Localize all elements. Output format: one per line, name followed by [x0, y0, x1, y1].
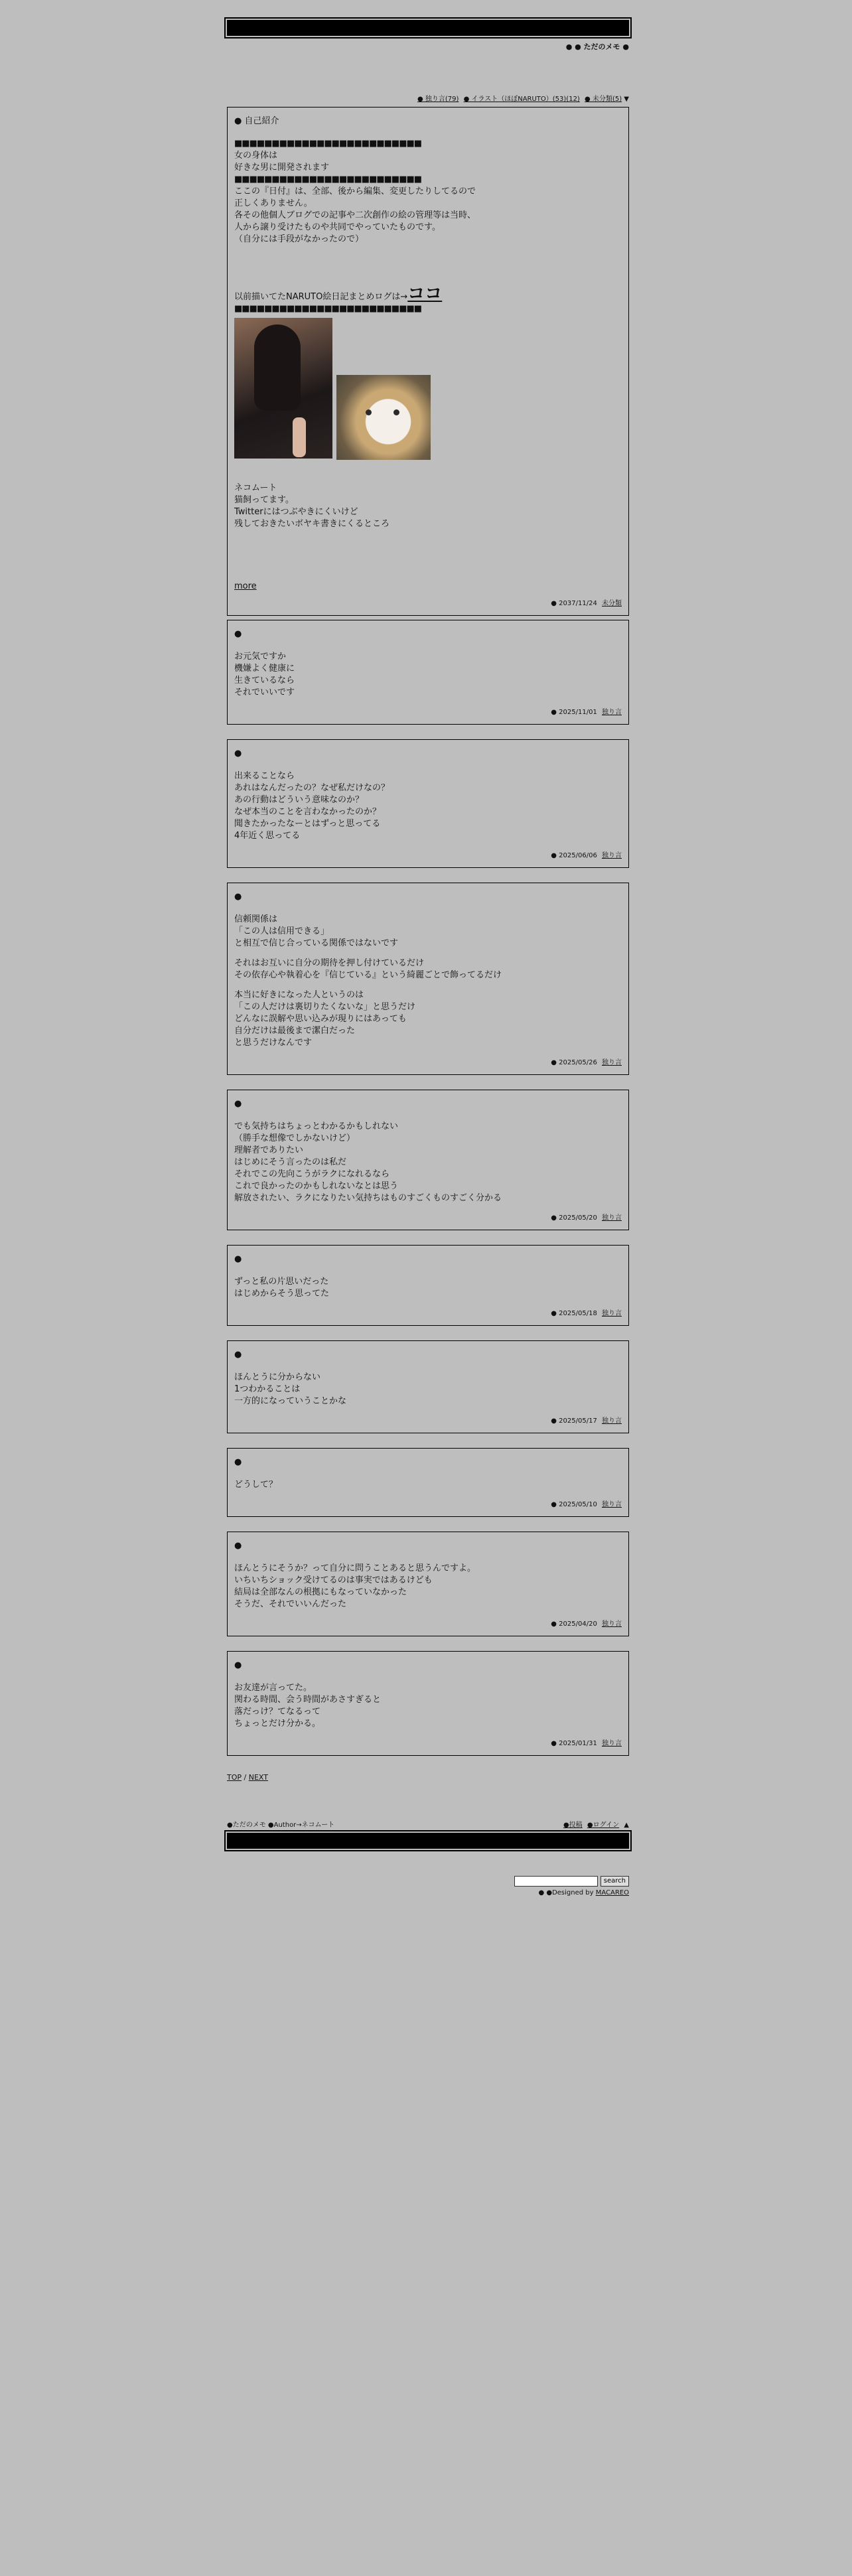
entry-date: ● 2025/11/01 — [551, 709, 597, 716]
entry-category-link[interactable]: 独り言 — [602, 1214, 622, 1222]
entry-date: ● 2025/05/26 — [551, 1059, 597, 1066]
entry-meta — [234, 707, 622, 719]
entry-heading: ● — [234, 1099, 242, 1109]
search-button[interactable]: search — [601, 1876, 629, 1887]
entry-text: お元気ですか 機嫌よく健康に 生きているなら それでいいです — [234, 652, 295, 697]
entry-date: ● 2025/04/20 — [551, 1620, 597, 1628]
entry-category-link[interactable]: 独り言 — [602, 1740, 622, 1747]
search-form — [227, 1875, 629, 1887]
entry-category-link[interactable]: 独り言 — [602, 1501, 622, 1508]
log-line — [234, 284, 622, 304]
blog-entry — [227, 1245, 629, 1326]
entry-text: どうして？ — [234, 1480, 278, 1490]
blog-entry — [227, 1532, 629, 1636]
category-nav — [227, 93, 629, 103]
entry-list — [227, 620, 629, 1756]
entry-meta — [234, 1212, 622, 1224]
photo-group — [234, 318, 622, 465]
entry-heading: ● — [234, 1254, 242, 1264]
entry-meta — [234, 1738, 622, 1750]
blog-entry — [227, 1448, 629, 1517]
cat-photo[interactable] — [336, 375, 431, 460]
entry-date: ● 2025/01/31 — [551, 1740, 597, 1747]
entry-heading: ● 自己紹介 — [234, 116, 279, 126]
entry-date: ● 2025/06/06 — [551, 852, 597, 859]
entry-text: 本当に好きになった人というのは 「この人だけは裏切りたくないな」と思うだけ どんなに誤解や思い込みが現りにはあっても 自分だけは最後まで潔白だった と思うだけなんです — [234, 990, 416, 1048]
blog-entry — [227, 620, 629, 725]
search-input[interactable] — [514, 1876, 598, 1887]
site-title: ● ● ただのメモ ● — [565, 42, 629, 51]
entry-date: ● 2037/11/24 — [551, 600, 597, 607]
entry-category-link[interactable]: 独り言 — [602, 852, 622, 859]
category-link-uncategorized[interactable]: ● 未分類(5) — [585, 96, 622, 103]
entry-text: ずっと私の片思いだった はじめからそう思ってた — [234, 1277, 330, 1299]
person-photo[interactable] — [234, 318, 332, 459]
divider-squares: ■■■■■■■■■■■■■■■■■■■■■■■■■ — [234, 139, 422, 149]
log-prefix: 以前描いてたNARUTO絵日記まとめログは→ — [234, 292, 408, 302]
entry-category-link[interactable]: 独り言 — [602, 1417, 622, 1425]
blog-entry — [227, 739, 629, 868]
category-toggle-icon[interactable]: ▼ — [624, 96, 629, 103]
log-link[interactable]: ココ — [407, 284, 443, 304]
blog-entry — [227, 1090, 629, 1230]
profile-entry — [227, 107, 629, 616]
entry-heading: ● — [234, 1457, 242, 1467]
category-link-illust[interactable]: ● イラスト（ほぼNARUTO）(53)(12) — [463, 96, 580, 103]
profile-text: 女の身体は 好きな男に開発されます — [234, 151, 330, 173]
entry-text: 信頼関係は 「この人は信用できる」 と相互で信じ合っている関係ではないです — [234, 914, 399, 948]
divider-squares: ■■■■■■■■■■■■■■■■■■■■■■■■■ — [234, 304, 422, 314]
entry-heading: ● — [234, 1350, 242, 1360]
entry-date: ● 2025/05/10 — [551, 1501, 597, 1508]
entry-meta — [234, 1057, 622, 1069]
pager-top-link[interactable]: TOP — [227, 1773, 242, 1782]
blog-entry — [227, 883, 629, 1075]
entry-category-link[interactable]: 未分類 — [602, 600, 622, 607]
entry-category-link[interactable]: 独り言 — [602, 709, 622, 716]
entry-heading: ● — [234, 892, 242, 902]
entry-category-link[interactable]: 独り言 — [602, 1310, 622, 1317]
entry-meta — [234, 1308, 622, 1320]
header-bar — [227, 20, 629, 36]
entry-meta — [234, 598, 622, 610]
entry-text: お友達が言ってた。 関わる時間、会う時間があさすぎると 落だっけ？てなるって ちょっとだけ分かる。 — [234, 1683, 382, 1729]
blog-entry — [227, 1340, 629, 1433]
entry-text: それはお互いに自分の期待を押し付けているだけ その依存心や執着心を『信じている』という綺麗ごとで飾ってるだけ — [234, 958, 502, 980]
entry-text: でも気持ちはちょっとわかるかもしれない （勝手な想像でしかないけど） 理解者でありたい はじめにそう言ったのは私だ それでこの先向こうがラクになれるなら これで良かったのかもしれないなとは思う 解放されたい、ラクになりたい気持ちはものすごくものすごく分かる — [234, 1121, 502, 1203]
entry-category-link[interactable]: 独り言 — [602, 1620, 622, 1628]
entry-date: ● 2025/05/17 — [551, 1417, 597, 1425]
category-link-hitorigoto[interactable]: ● 独り言(79) — [417, 96, 459, 103]
entry-meta — [234, 1415, 622, 1427]
entry-heading: ● — [234, 749, 242, 758]
cat-caption: ネコムート 猫飼ってます。 Twitterにはつぶやきにくいけど 残しておきたいボヤキ書きにくるところ — [234, 483, 390, 529]
designer-link[interactable]: MACAREO — [595, 1889, 629, 1896]
pager — [227, 1773, 629, 1782]
entry-date: ● 2025/05/18 — [551, 1310, 597, 1317]
entry-date: ● 2025/05/20 — [551, 1214, 597, 1222]
entry-text: ほんとうに分からない 1つわかることは 一方的になっていうことかな — [234, 1372, 347, 1406]
back-to-top-icon[interactable]: ▲ — [624, 1822, 629, 1829]
post-link[interactable]: ●投稿 — [563, 1822, 583, 1829]
designed-by — [227, 1889, 629, 1896]
entry-heading: ● — [234, 1660, 242, 1670]
divider-squares: ■■■■■■■■■■■■■■■■■■■■■■■■■ — [234, 175, 422, 184]
entry-heading: ● — [234, 629, 242, 639]
entry-meta — [234, 1618, 622, 1630]
footer-nav — [227, 1819, 629, 1829]
entry-category-link[interactable]: 独り言 — [602, 1059, 622, 1066]
entry-text: ほんとうにそうか？って自分に問うことあると思うんですよ。 いちいちショック受けてるのは事実ではあるけども 結局は全部なんの根拠にもなっていなかった そうだ、それでいいんだった — [234, 1563, 476, 1609]
blog-entry — [227, 1651, 629, 1756]
footer-actions — [563, 1819, 629, 1829]
page — [227, 20, 629, 1896]
footer-credit: ●ただのメモ ●Author→ネコムート — [227, 1822, 335, 1829]
footer-bar — [227, 1833, 629, 1849]
entry-heading: ● — [234, 1541, 242, 1551]
designed-prefix: ● ●Designed by — [538, 1889, 596, 1896]
pager-next-link[interactable]: NEXT — [248, 1773, 268, 1782]
entry-meta — [234, 850, 622, 862]
more-link[interactable]: more — [234, 581, 257, 591]
login-link[interactable]: ●ログイン — [587, 1822, 620, 1829]
pager-separator: / — [242, 1773, 249, 1782]
entry-meta — [234, 1499, 622, 1511]
entry-text: 出来ることなら あれはなんだったの？なぜ私だけなの？ あの行動はどういう意味なのか？ なぜ本当のことを言わなかったのか？ 聞きたかったなーとはずっと思ってる 4年近く思ってる — [234, 771, 390, 841]
profile-notice: ここの『日付』は、全部、後から編集、変更したりしてるので 正しくありません。 各その他個人ブログでの記事や二次創作の絵の管理等は当時、 人から譲り受けたものや共同でやっていたものです。 （自分には手段がなかったので） — [234, 186, 476, 244]
